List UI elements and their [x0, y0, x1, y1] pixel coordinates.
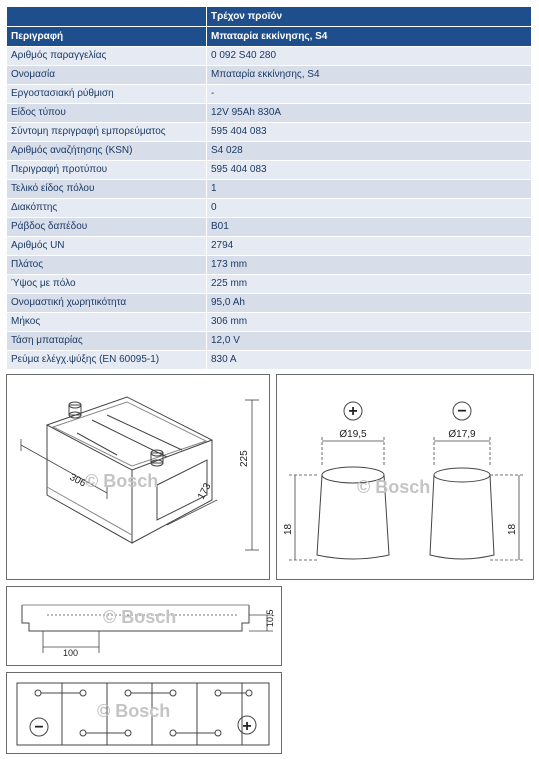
minus-terminal-icon: − — [34, 719, 44, 736]
table-row — [7, 123, 532, 142]
row-label: Διακόπτης — [7, 199, 207, 218]
row-value: 173 mm — [207, 256, 532, 275]
table-header-row-2 — [7, 27, 532, 47]
layout-drawing-svg — [7, 673, 281, 753]
watermark-base: © Bosch — [103, 607, 177, 627]
row-label: Αριθμός παραγγελίας — [7, 47, 207, 66]
table-row — [7, 218, 532, 237]
row-value: 595 404 083 — [207, 123, 532, 142]
table-row — [7, 256, 532, 275]
row-label: Είδος τύπου — [7, 104, 207, 123]
negative-height-label: 18 — [507, 523, 518, 535]
table-row — [7, 104, 532, 123]
table-row — [7, 275, 532, 294]
negative-diameter-label: Ø17,9 — [448, 429, 476, 440]
row-value: 306 mm — [207, 313, 532, 332]
table-header-row-1 — [7, 7, 532, 27]
positive-diameter-label: Ø19,5 — [339, 429, 367, 440]
row-value: Μπαταρία εκκίνησης, S4 — [207, 66, 532, 85]
row-label: Αριθμός αναζήτησης (KSN) — [7, 142, 207, 161]
row-value: 225 mm — [207, 275, 532, 294]
row-value: 0 092 S40 280 — [207, 47, 532, 66]
row-label: Περιγραφή προτύπου — [7, 161, 207, 180]
row-label: Τελικό είδος πόλου — [7, 180, 207, 199]
table-row — [7, 294, 532, 313]
table-row — [7, 180, 532, 199]
row-label: Ονομαστική χωρητικότητα — [7, 294, 207, 313]
table-row — [7, 199, 532, 218]
table-row — [7, 332, 532, 351]
row-label: Εργοστασιακή ρύθμιση — [7, 85, 207, 104]
header-value-line1: Τρέχον προϊόν — [207, 7, 532, 27]
base-height-label: 10,5 — [265, 609, 275, 627]
header-label: Περιγραφή — [7, 27, 207, 47]
battery-height-label: 225 — [239, 450, 250, 467]
plus-terminal-icon: + — [242, 718, 252, 735]
table-row — [7, 161, 532, 180]
table-row — [7, 142, 532, 161]
row-value: 595 404 083 — [207, 161, 532, 180]
table-row — [7, 313, 532, 332]
row-label: Μήκος — [7, 313, 207, 332]
table-row — [7, 47, 532, 66]
row-value: 2794 — [207, 237, 532, 256]
row-value: 1 — [207, 180, 532, 199]
positive-height-label: 18 — [283, 523, 294, 535]
row-value: S4 028 — [207, 142, 532, 161]
row-value: 830 A — [207, 351, 532, 370]
row-label: Ύψος με πόλο — [7, 275, 207, 294]
row-label: Ονομασία — [7, 66, 207, 85]
row-value: 0 — [207, 199, 532, 218]
row-value: 12,0 V — [207, 332, 532, 351]
header-value-line2: Μπαταρία εκκίνησης, S4 — [207, 27, 532, 47]
terminals-drawing — [276, 374, 534, 580]
table-row — [7, 66, 532, 85]
battery-drawing-svg — [7, 375, 269, 579]
base-drawing-svg — [7, 587, 281, 665]
positive-terminal-icon: + — [348, 403, 358, 420]
row-label: Σύντομη περιγραφή εμπορεύματος — [7, 123, 207, 142]
negative-terminal-icon: − — [457, 403, 467, 420]
battery-width-label: 173 — [195, 481, 214, 502]
row-label: Ράβδος δαπέδου — [7, 218, 207, 237]
row-label: Ρεύμα ελέγχ.ψύξης (EN 60095-1) — [7, 351, 207, 370]
row-label: Τάση μπαταρίας — [7, 332, 207, 351]
spec-table — [6, 6, 532, 370]
table-row — [7, 351, 532, 370]
watermark-battery: © Bosch — [85, 471, 159, 491]
row-value: - — [207, 85, 532, 104]
table-row — [7, 85, 532, 104]
row-value: 12V 95Ah 830A — [207, 104, 532, 123]
row-label: Αριθμός UN — [7, 237, 207, 256]
table-row — [7, 237, 532, 256]
base-drawing — [6, 586, 282, 666]
battery-length-label: 306 — [67, 471, 88, 490]
row-label: Πλάτος — [7, 256, 207, 275]
watermark-terminals: © Bosch — [357, 477, 431, 497]
layout-drawing — [6, 672, 282, 754]
watermark-layout: © Bosch — [97, 701, 171, 721]
base-length-label: 100 — [63, 648, 79, 658]
battery-dimensions-drawing — [6, 374, 270, 580]
terminals-drawing-svg — [277, 375, 533, 579]
row-value: B01 — [207, 218, 532, 237]
row-value: 95,0 Ah — [207, 294, 532, 313]
